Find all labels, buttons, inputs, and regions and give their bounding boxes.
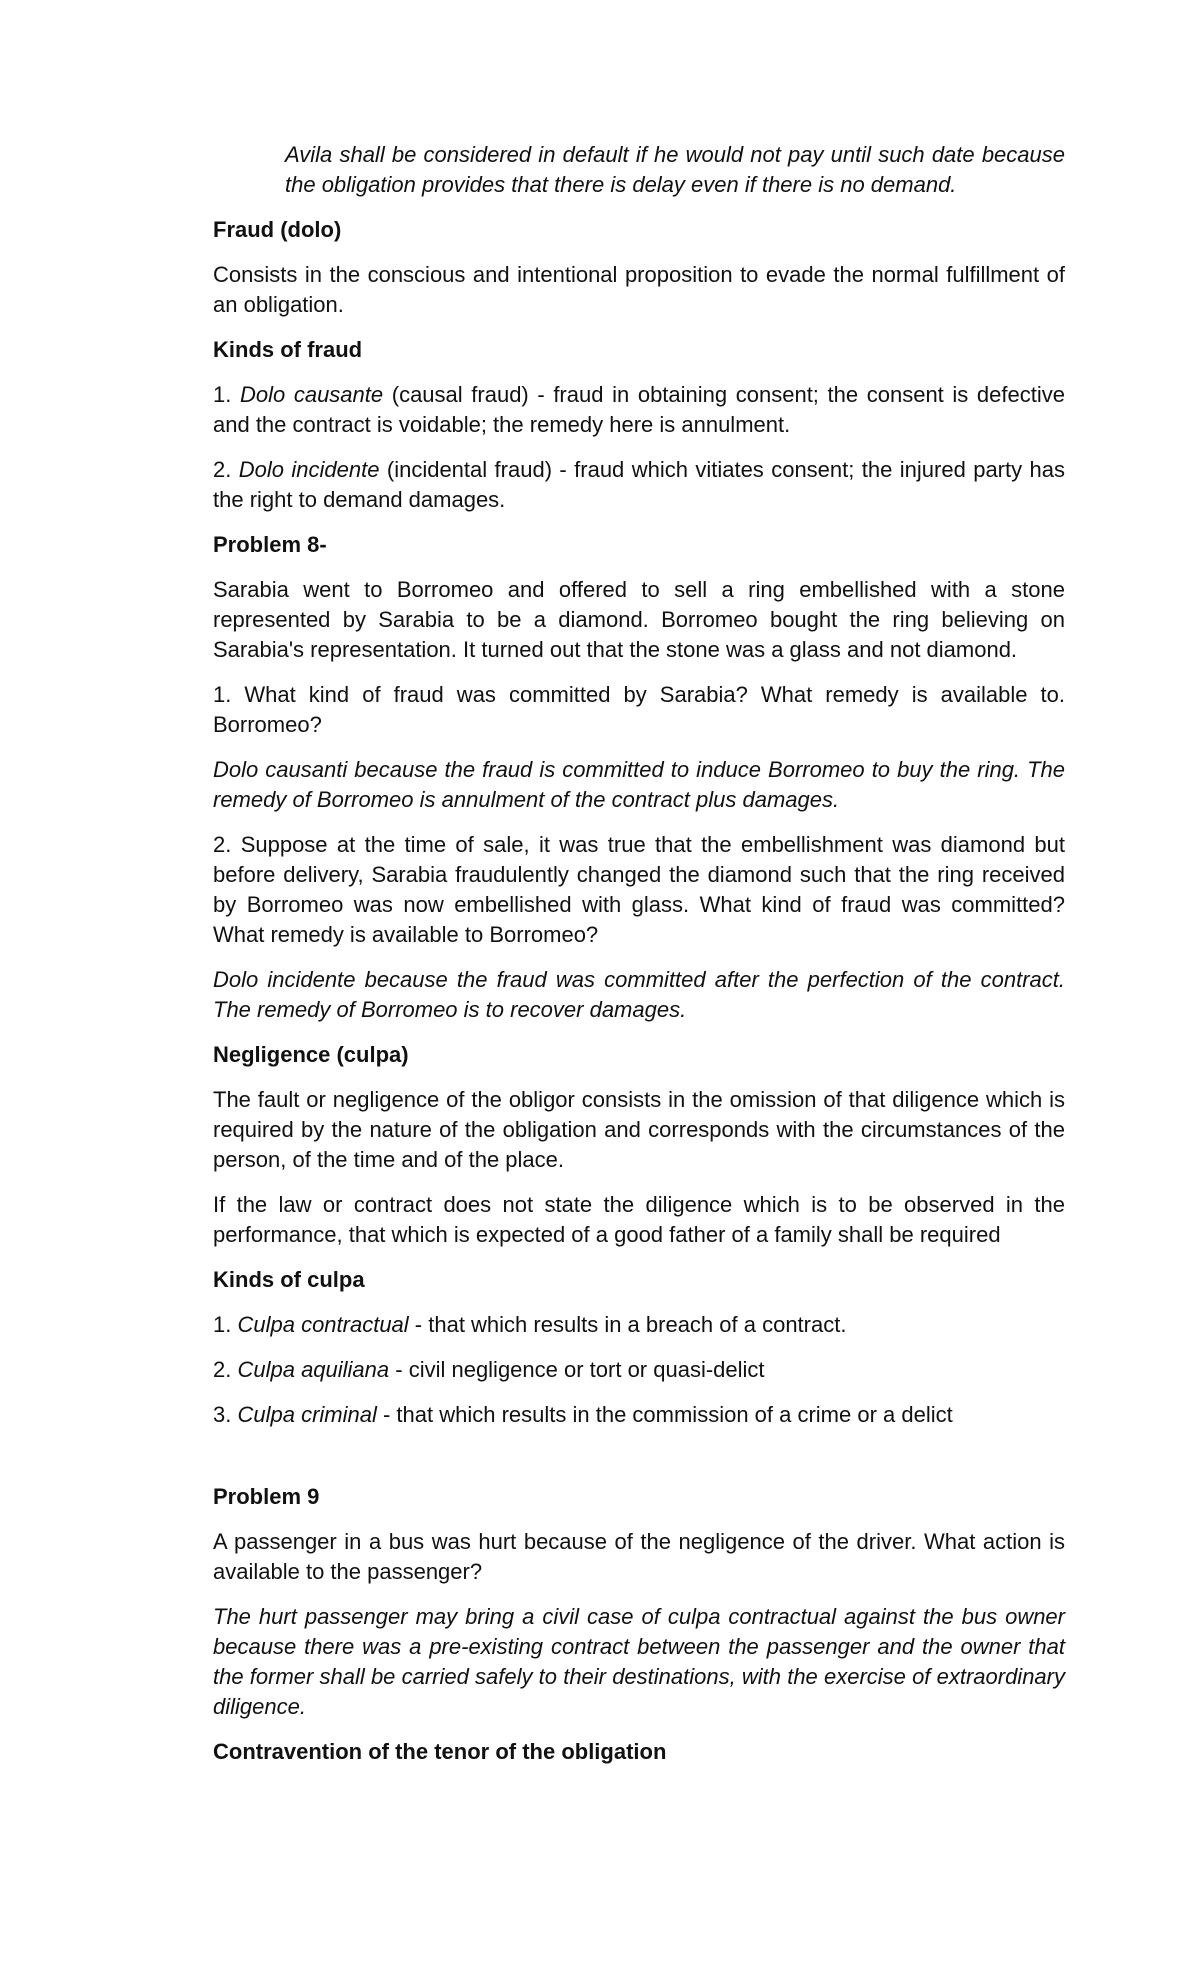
problem-8-question-2: 2. Suppose at the time of sale, it was true that the embellishment was diamond but before delivery, Sarabia fraudulently changed the diamond such that the ring received by Borromeo was now embellished with glass. What kind of fraud was committed? What remedy is available to Borromeo?	[213, 832, 1065, 947]
description: - that which results in the commission of a crime or a delict	[376, 1402, 953, 1427]
term: Culpa aquiliana	[237, 1357, 390, 1382]
problem-8-answer-1: Dolo causanti because the fraud is committed to induce Borromeo to buy the ring. The remedy of Borromeo is annulment of the contract plus damages.	[213, 757, 1065, 812]
avila-answer-paragraph: Avila shall be considered in default if he would not pay until such date because the obligation provides that there is delay even if there is no demand.	[285, 142, 1065, 197]
term: Culpa contractual	[237, 1312, 409, 1337]
negligence-definition-2: If the law or contract does not state the diligence which is to be observed in the performance, that which is expected of a good father of a family shall be required	[213, 1192, 1065, 1247]
fraud-heading: Fraud (dolo)	[213, 217, 342, 242]
list-number: 1.	[213, 1312, 238, 1337]
culpa-kind-1	[213, 1310, 1065, 1340]
list-number: 3.	[213, 1402, 238, 1427]
list-number: 2.	[213, 457, 239, 482]
negligence-definition-1: The fault or negligence of the obligor consists in the omission of that diligence which is required by the nature of the obligation and corresponds with the circumstances of the person, of the time and of the place.	[213, 1087, 1065, 1172]
culpa-kind-2	[213, 1355, 1065, 1385]
list-number: 2.	[213, 1357, 238, 1382]
term: Dolo causante	[239, 382, 384, 407]
contravention-heading: Contravention of the tenor of the obligation	[213, 1739, 667, 1764]
description: (causal fraud) - fraud in obtaining consent; the consent is defective and the contract is voidable; the remedy here is annulment.	[213, 382, 1065, 437]
description: (incidental fraud) - fraud which vitiates consent; the injured party has the right to demand damages.	[213, 457, 1065, 512]
problem-9-heading: Problem 9	[213, 1484, 320, 1509]
description: - civil negligence or tort or quasi-delict	[389, 1357, 765, 1382]
problem-9-answer: The hurt passenger may bring a civil case of culpa contractual against the bus owner because there was a pre-existing contract between the passenger and the owner that the former shall be carried safely to their destinations, with the exercise of extraordinary diligence.	[213, 1604, 1065, 1719]
problem-8-facts: Sarabia went to Borromeo and offered to sell a ring embellished with a stone represented by Sarabia to be a diamond. Borromeo bought the ring believing on Sarabia's representation. It turned out that the stone was a glass and not diamond.	[213, 577, 1065, 662]
kinds-of-culpa-heading: Kinds of culpa	[213, 1267, 365, 1292]
description: - that which results in a breach of a contract.	[408, 1312, 847, 1337]
page-content	[213, 140, 1065, 1782]
negligence-heading: Negligence (culpa)	[213, 1042, 409, 1067]
fraud-definition: Consists in the conscious and intentional proposition to evade the normal fulfillment of an obligation.	[213, 262, 1065, 317]
problem-8-heading: Problem 8-	[213, 532, 327, 557]
problem-8-question-1: 1. What kind of fraud was committed by Sarabia? What remedy is available to. Borromeo?	[213, 682, 1065, 737]
list-number: 1.	[213, 382, 240, 407]
problem-8-answer-2: Dolo incidente because the fraud was committed after the perfection of the contract. The remedy of Borromeo is to recover damages.	[213, 967, 1065, 1022]
term: Culpa criminal	[237, 1402, 377, 1427]
fraud-kind-2	[213, 455, 1065, 515]
culpa-kind-3	[213, 1400, 1065, 1430]
fraud-kind-1	[213, 380, 1065, 440]
problem-9-facts: A passenger in a bus was hurt because of the negligence of the driver. What action is available to the passenger?	[213, 1529, 1065, 1584]
term: Dolo incidente	[238, 457, 380, 482]
kinds-of-fraud-heading: Kinds of fraud	[213, 337, 363, 362]
